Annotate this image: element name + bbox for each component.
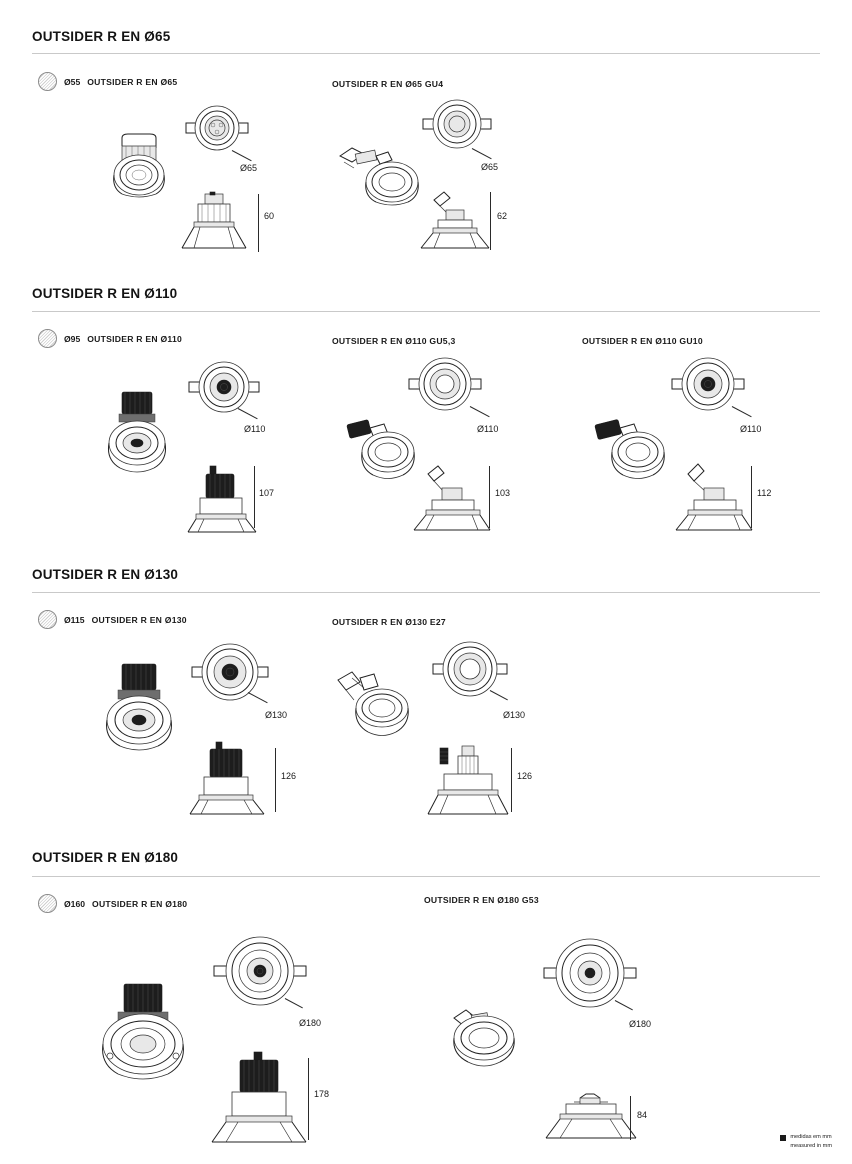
- section-divider: [32, 311, 820, 312]
- height-label: 60: [264, 211, 275, 221]
- dimension-line: [490, 192, 491, 250]
- product-side-view: [208, 1050, 312, 1146]
- product-top-view: [210, 930, 310, 1012]
- footnote-marker-icon: [780, 1135, 786, 1141]
- product-top-view: [188, 638, 272, 706]
- section-divider: [32, 592, 820, 593]
- product-top-view: [185, 356, 263, 418]
- dimension-line: [511, 748, 512, 812]
- finish-swatch-icon: [38, 329, 57, 348]
- diameter-label: Ø130: [265, 710, 288, 720]
- diameter-label: Ø180: [299, 1018, 322, 1028]
- product-top-view: [405, 352, 485, 416]
- finish-row: [38, 72, 177, 91]
- height-label: 178: [314, 1089, 330, 1099]
- dimension-line: [275, 748, 276, 812]
- product-label: OUTSIDER R EN Ø65 GU4: [332, 79, 444, 89]
- height-label: 103: [495, 488, 511, 498]
- product-perspective-view: [580, 410, 680, 486]
- dimension-line: [258, 194, 259, 252]
- diameter-label: Ø110: [740, 424, 762, 434]
- product-side-view: [186, 462, 264, 536]
- product-top-view: [430, 636, 510, 702]
- finish-name: OUTSIDER R EN Ø65: [87, 76, 178, 87]
- finish-swatch-icon: [38, 72, 57, 91]
- height-label: 126: [281, 771, 297, 781]
- finish-swatch-icon: [38, 610, 57, 629]
- finish-name: OUTSIDER R EN Ø130: [91, 614, 187, 625]
- diameter-label: Ø65: [240, 163, 258, 173]
- product-side-view: [410, 460, 494, 536]
- section-title: OUTSIDER R EN Ø110: [32, 286, 178, 301]
- section-title: OUTSIDER R EN Ø130: [32, 567, 179, 582]
- product-side-view: [672, 460, 756, 536]
- diameter-label: Ø65: [481, 162, 499, 172]
- footnote-line-en: measured in mm: [790, 1142, 832, 1149]
- product-perspective-view: [92, 130, 192, 210]
- section-divider: [32, 53, 820, 54]
- product-perspective-view: [330, 666, 426, 742]
- height-label: 107: [259, 488, 275, 498]
- finish-swatch-icon: [38, 894, 57, 913]
- finish-name: OUTSIDER R EN Ø180: [92, 898, 188, 909]
- finish-row: [38, 894, 187, 913]
- product-top-view: [182, 101, 252, 156]
- product-side-view: [418, 186, 492, 254]
- footnote-text: [790, 1133, 832, 1150]
- dimension-line: [630, 1096, 631, 1140]
- product-top-view: [420, 95, 494, 153]
- finish-name: OUTSIDER R EN Ø110: [87, 333, 183, 344]
- product-perspective-view: [88, 980, 208, 1090]
- diameter-label: Ø180: [629, 1019, 652, 1029]
- diameter-label: Ø110: [477, 424, 499, 434]
- finish-code: Ø55: [64, 76, 81, 87]
- product-side-view: [188, 740, 274, 818]
- dimension-line: [751, 466, 752, 528]
- product-top-view: [540, 932, 640, 1014]
- footnote: [780, 1133, 832, 1150]
- finish-row: [38, 329, 182, 348]
- product-perspective-view: [90, 660, 198, 760]
- product-top-view: [668, 352, 748, 416]
- section-title: OUTSIDER R EN Ø180: [32, 850, 179, 865]
- product-side-view: [180, 192, 252, 254]
- diameter-label: Ø130: [503, 710, 526, 720]
- product-label: OUTSIDER R EN Ø180 G53: [424, 895, 539, 905]
- finish-code: Ø160: [64, 898, 86, 909]
- height-label: 84: [637, 1110, 648, 1120]
- diameter-label: Ø110: [244, 424, 266, 434]
- finish-code: Ø115: [64, 614, 85, 625]
- height-label: 62: [497, 211, 508, 221]
- height-label: 126: [517, 771, 533, 781]
- finish-row: [38, 610, 187, 629]
- product-perspective-view: [92, 388, 192, 484]
- product-label: OUTSIDER R EN Ø110 GU10: [582, 336, 703, 346]
- dimension-line: [308, 1058, 309, 1140]
- finish-code: Ø95: [64, 333, 81, 344]
- product-label: OUTSIDER R EN Ø130 E27: [332, 617, 446, 627]
- dimension-line: [254, 466, 255, 528]
- product-side-view: [540, 1090, 644, 1142]
- section-divider: [32, 876, 820, 877]
- dimension-line: [489, 466, 490, 528]
- product-perspective-view: [440, 1000, 530, 1072]
- section-title: OUTSIDER R EN Ø65: [32, 29, 171, 44]
- product-side-view: [424, 740, 514, 818]
- height-label: 112: [757, 488, 772, 498]
- product-label: OUTSIDER R EN Ø110 GU5,3: [332, 336, 456, 346]
- footnote-line-pt: medidas em mm: [790, 1134, 832, 1141]
